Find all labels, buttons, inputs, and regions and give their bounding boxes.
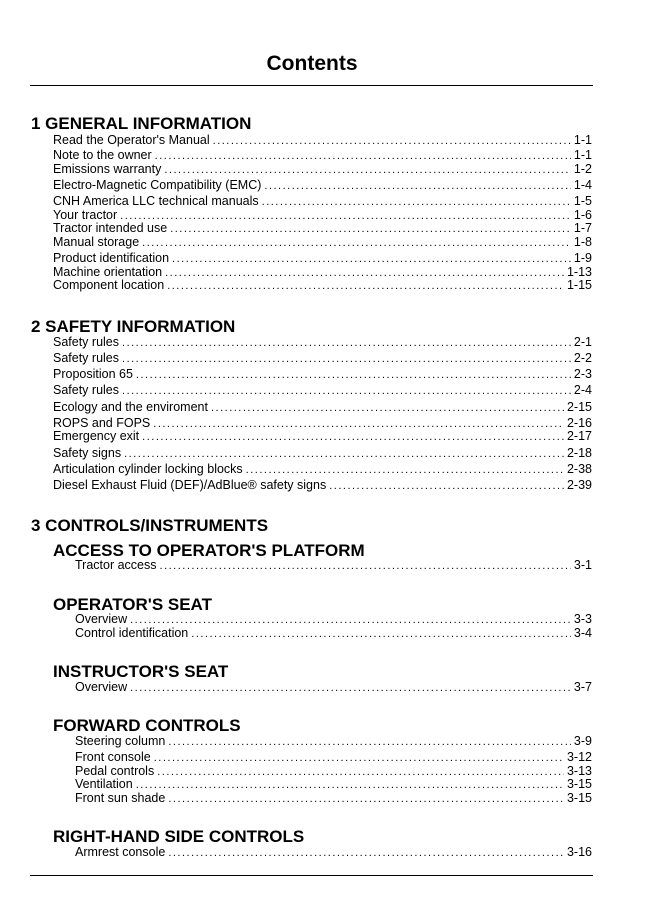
toc-entry-page: 2-15	[566, 400, 592, 414]
top-rule	[30, 85, 593, 86]
toc-entry-page: 2-1	[573, 335, 592, 349]
toc-entry-page: 2-3	[573, 367, 592, 381]
toc-entry-label: Safety signs	[53, 446, 122, 460]
toc-entry[interactable]	[53, 446, 592, 461]
leader-dots	[122, 384, 571, 398]
toc-entry-label: Safety rules	[53, 383, 120, 397]
toc-entry-page: 1-13	[566, 265, 592, 279]
section-heading: INSTRUCTOR'S SEAT	[53, 662, 229, 681]
toc-entry-page: 1-9	[573, 251, 592, 265]
toc-entry[interactable]	[53, 133, 592, 148]
toc-entry-label: Safety rules	[53, 351, 120, 365]
leader-dots	[122, 352, 571, 366]
toc-entry[interactable]	[53, 194, 592, 209]
toc-entry[interactable]	[53, 462, 592, 477]
toc-entry[interactable]	[53, 429, 592, 444]
leader-dots	[136, 368, 571, 382]
toc-entry-page: 2-39	[566, 478, 592, 492]
leader-dots	[142, 430, 564, 444]
leader-dots	[211, 401, 564, 415]
toc-entry-label: Front console	[75, 750, 151, 764]
toc-entry-label: Tractor access	[75, 558, 157, 572]
toc-entry-label: Ecology and the enviroment	[53, 400, 208, 414]
toc-entry-label: Electro-Magnetic Compatibility (EMC)	[53, 178, 262, 192]
leader-dots	[122, 336, 571, 350]
leader-dots	[136, 778, 564, 792]
bottom-rule	[30, 875, 593, 876]
leader-dots	[191, 627, 571, 641]
leader-dots	[155, 149, 571, 163]
toc-entry[interactable]	[53, 148, 592, 163]
leader-dots	[329, 479, 564, 493]
toc-entry[interactable]	[75, 626, 592, 641]
leader-dots	[168, 846, 564, 860]
leader-dots	[168, 735, 571, 749]
toc-entry[interactable]	[75, 777, 592, 792]
toc-entry[interactable]	[75, 791, 592, 806]
toc-entry-label: Front sun shade	[75, 791, 166, 805]
toc-entry-label: Emergency exit	[53, 429, 140, 443]
toc-entry-page: 3-16	[566, 845, 592, 859]
leader-dots	[172, 252, 571, 266]
section-heading: OPERATOR'S SEAT	[53, 595, 212, 614]
leader-dots	[262, 195, 571, 209]
leader-dots	[142, 236, 571, 250]
toc-entry[interactable]	[75, 734, 592, 749]
toc-entry-page: 3-1	[573, 558, 592, 572]
toc-entry-label: Pedal controls	[75, 764, 155, 778]
toc-entry-page: 2-18	[566, 446, 592, 460]
toc-entry-label: Manual storage	[53, 235, 140, 249]
toc-entry[interactable]	[53, 221, 592, 236]
toc-entry-page: 1-1	[573, 148, 592, 162]
toc-entry-page: 3-15	[566, 777, 592, 791]
toc-entry[interactable]	[75, 750, 592, 765]
toc-entry-label: Component location	[53, 278, 165, 292]
toc-entry[interactable]	[75, 845, 592, 860]
toc-entry-page: 3-12	[566, 750, 592, 764]
toc-entry-page: 2-2	[573, 351, 592, 365]
toc-entry-page: 1-5	[573, 194, 592, 208]
chapter-heading: 2 SAFETY INFORMATION	[31, 317, 236, 336]
toc-entry-page: 1-4	[573, 178, 592, 192]
toc-entry-page: 2-16	[566, 416, 592, 430]
toc-entry-label: CNH America LLC technical manuals	[53, 194, 259, 208]
toc-entry-label: Overview	[75, 612, 128, 626]
page-title: Contents	[266, 52, 358, 75]
toc-entry[interactable]	[75, 612, 592, 627]
toc-entry[interactable]	[53, 162, 592, 177]
toc-entry-label: Safety rules	[53, 335, 120, 349]
toc-entry-label: ROPS and FOPS	[53, 416, 151, 430]
toc-entry[interactable]	[53, 367, 592, 382]
section-heading: RIGHT-HAND SIDE CONTROLS	[53, 827, 305, 846]
toc-entry[interactable]	[53, 335, 592, 350]
toc-entry-page: 1-2	[573, 162, 592, 176]
leader-dots	[160, 559, 571, 573]
toc-entry-page: 3-9	[573, 734, 592, 748]
toc-entry-page: 1-15	[566, 278, 592, 292]
toc-entry-label: Note to the owner	[53, 148, 152, 162]
toc-entry[interactable]	[53, 351, 592, 366]
toc-entry-label: Control identification	[75, 626, 189, 640]
leader-dots	[124, 447, 564, 461]
leader-dots	[164, 163, 571, 177]
toc-entry-label: Your tractor	[53, 208, 118, 222]
toc-entry-label: Overview	[75, 680, 128, 694]
toc-entry-label: Steering column	[75, 734, 166, 748]
toc-entry-page: 2-17	[566, 429, 592, 443]
toc-entry-label: Articulation cylinder locking blocks	[53, 462, 243, 476]
toc-entry-page: 3-13	[566, 764, 592, 778]
toc-entry-page: 3-7	[573, 680, 592, 694]
toc-entry-label: Product identification	[53, 251, 170, 265]
toc-entry-page: 1-1	[573, 133, 592, 147]
toc-entry-label: Tractor intended use	[53, 221, 168, 235]
leader-dots	[264, 179, 571, 193]
toc-entry-page: 1-6	[573, 208, 592, 222]
toc-entry-page: 3-3	[573, 612, 592, 626]
toc-entry-label: Ventilation	[75, 777, 133, 791]
toc-entry[interactable]	[53, 478, 592, 493]
toc-entry[interactable]	[53, 383, 592, 398]
toc-entry[interactable]	[53, 178, 592, 193]
toc-entry-label: Emissions warranty	[53, 162, 162, 176]
section-heading: ACCESS TO OPERATOR'S PLATFORM	[53, 541, 365, 560]
leader-dots	[213, 134, 571, 148]
toc-entry-page: 3-15	[566, 791, 592, 805]
chapter-heading: 3 CONTROLS/INSTRUMENTS	[31, 516, 269, 535]
toc-entry-label: Proposition 65	[53, 367, 133, 381]
leader-dots	[130, 681, 571, 695]
leader-dots	[246, 463, 564, 477]
leader-dots	[168, 792, 564, 806]
toc-entry[interactable]	[75, 680, 592, 695]
toc-entry-page: 3-4	[573, 626, 592, 640]
toc-entry-page: 2-4	[573, 383, 592, 397]
toc-entry[interactable]	[53, 235, 592, 250]
toc-entry-label: Armrest console	[75, 845, 166, 859]
section-heading: FORWARD CONTROLS	[53, 716, 241, 735]
leader-dots	[167, 279, 564, 293]
toc-entry-page: 1-7	[573, 221, 592, 235]
toc-entry[interactable]	[75, 558, 592, 573]
toc-entry-label: Diesel Exhaust Fluid (DEF)/AdBlue® safety signs	[53, 478, 327, 492]
toc-entry[interactable]	[53, 278, 592, 293]
toc-entry-label: Machine orientation	[53, 265, 163, 279]
leader-dots	[154, 751, 564, 765]
chapter-heading: 1 GENERAL INFORMATION	[31, 114, 252, 133]
leader-dots	[130, 613, 571, 627]
toc-entry-page: 1-8	[573, 235, 592, 249]
toc-entry-page: 2-38	[566, 462, 592, 476]
toc-entry-label: Read the Operator's Manual	[53, 133, 210, 147]
leader-dots	[170, 222, 571, 236]
toc-entry[interactable]	[53, 400, 592, 415]
toc-entry[interactable]	[53, 251, 592, 266]
